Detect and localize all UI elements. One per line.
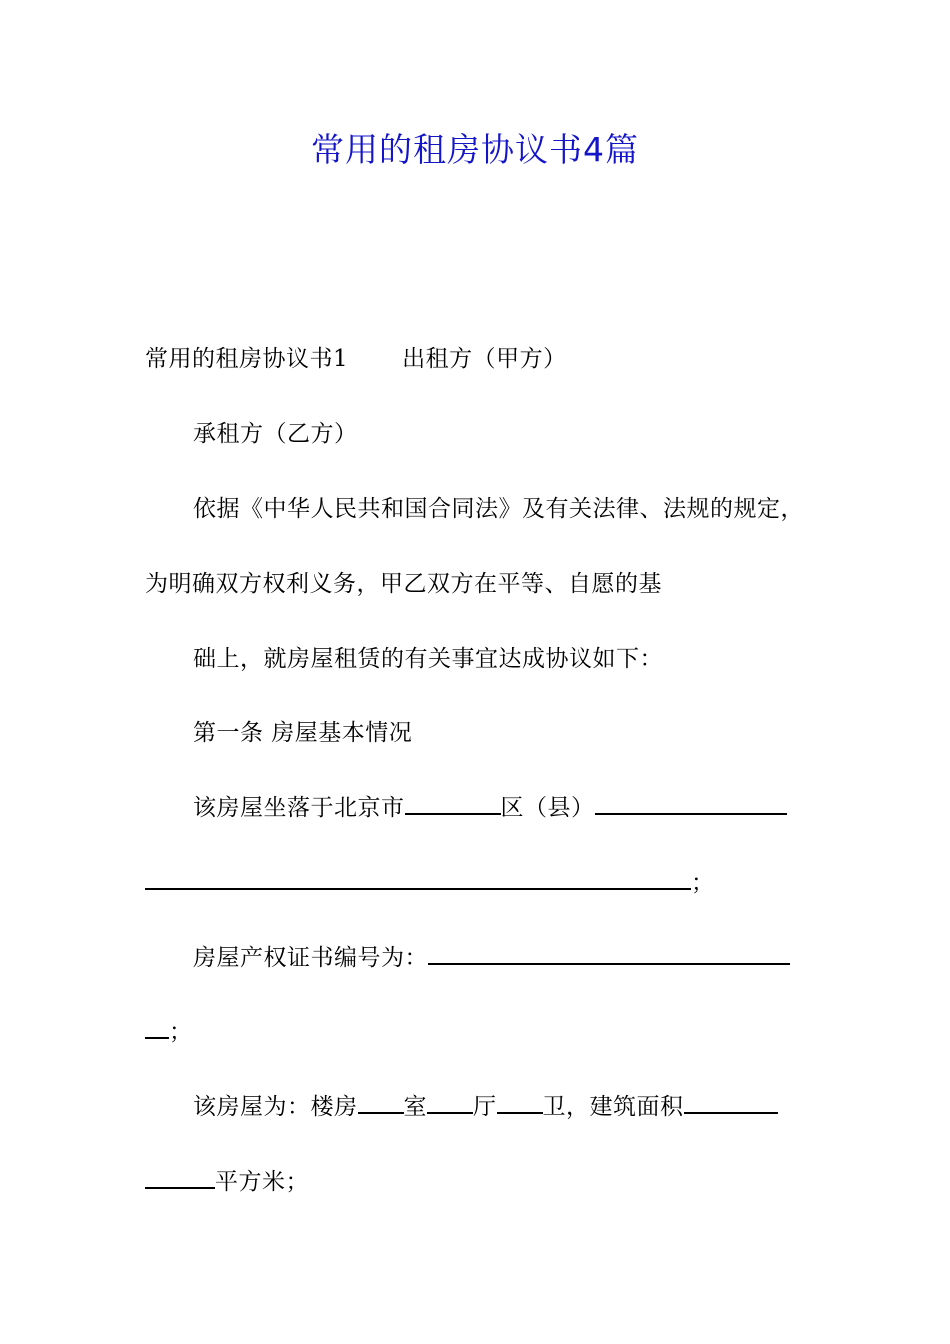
area-label: 卫，建筑面积 [542,1094,684,1120]
location-label: 该房屋坐落于北京市 [193,795,405,821]
punctuation: ； [169,1019,193,1045]
lessor-label: 出租方（甲方） [402,346,567,372]
paragraph-line: 为明确双方权利义务，甲乙双方在平等、自愿的基 [145,571,662,597]
paragraph-line [145,1167,309,1197]
fill-blank-district [405,795,501,815]
paragraph-line [193,943,790,973]
area-unit: 平方米； [215,1169,309,1195]
article-heading: 第一条 房屋基本情况 [193,720,413,746]
fill-blank-area [684,1094,778,1114]
fill-blank-rooms [358,1094,404,1114]
district-label: 区（县） [500,795,595,821]
paragraph-line [193,1092,778,1122]
house-type-label: 该房屋为：楼房 [193,1094,358,1120]
punctuation: ； [691,870,715,896]
fill-blank-area-continued [145,1169,215,1189]
paragraph-line [193,793,787,823]
paragraph-line: 依据《中华人民共和国合同法》及有关法律、法规的规定， [193,496,804,522]
agreement-heading: 常用的租房协议书1 [145,346,349,372]
certificate-label: 房屋产权证书编号为： [193,945,428,971]
lessee-label: 承租方（乙方） [193,421,358,447]
paragraph-line [145,1017,193,1047]
fill-blank-certificate-continued [145,1019,169,1039]
fill-blank-halls [427,1094,473,1114]
fill-blank-baths [497,1094,543,1114]
room-label: 室 [403,1094,427,1120]
paragraph-line: 础上，就房屋租赁的有关事宜达成协议如下： [193,646,663,672]
document-title: 常用的租房协议书4篇 [311,130,639,169]
text-line-heading [145,344,567,374]
fill-blank-certificate [428,945,790,965]
hall-label: 厅 [473,1094,497,1120]
fill-blank-address [595,795,787,815]
paragraph-line [145,868,715,898]
fill-blank-address-continued [145,870,691,890]
